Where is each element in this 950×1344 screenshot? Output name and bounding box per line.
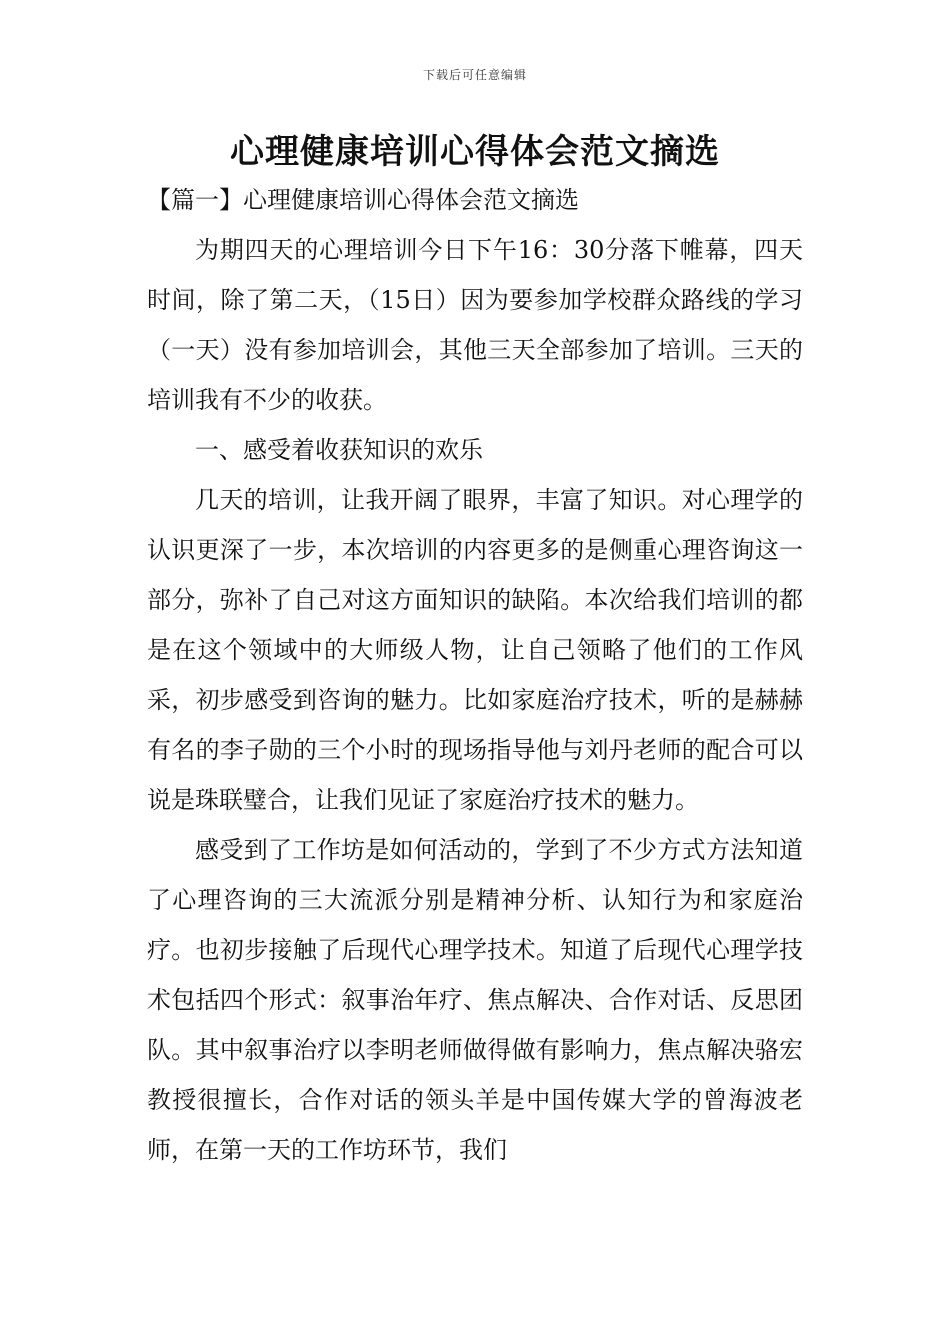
paragraph-knowledge: 几天的培训，让我开阔了眼界，丰富了知识。对心理学的认识更深了一步，本次培训的内容更多的是侧重心理咨询这一部分，弥补了自己对这方面知识的缺陷。本次给我们培训的都是在这个领域中的大师级人物，让自己领略了他们的工作风采，初步感受到咨询的魅力。比如家庭治疗技术，听的是赫赫有名的李子勋的三个小时的现场指导他与刘丹老师的配合可以说是珠联璧合，让我们见证了家庭治疗技术的魅力。 bbox=[147, 486, 803, 814]
paragraph-workshop: 感受到了工作坊是如何活动的，学到了不少方式方法知道了心理咨询的三大流派分别是精神分析、认知行为和家庭治疗。也初步接触了后现代心理学技术。知道了后现代心理学技术包括四个形式：叙事治年疗、焦点解决、合作对话、反思团队。其中叙事治疗以李明老师做得做有影响力，焦点解决骆宏教授很擅长，合作对话的领头羊是中国传媒大学的曾海波老师，在第一天的工作坊环节，我们 bbox=[147, 836, 803, 1164]
document-title: 心理健康培训心得体会范文摘选 bbox=[230, 132, 720, 172]
paragraph-intro: 为期四天的心理培训今日下午16：30分落下帷幕，四天时间，除了第二天，（15日）因为要参加学校群众路线的学习（一天）没有参加培训会，其他三天全部参加了培训。三天的培训我有不少的收获。 bbox=[147, 236, 803, 414]
section-heading: 【篇一】心理健康培训心得体会范文摘选 bbox=[147, 186, 579, 214]
subheading-knowledge: 一、感受着收获知识的欢乐 bbox=[195, 436, 483, 464]
header-note: 下载后可任意编辑 bbox=[422, 68, 527, 82]
document-body bbox=[147, 175, 803, 1175]
